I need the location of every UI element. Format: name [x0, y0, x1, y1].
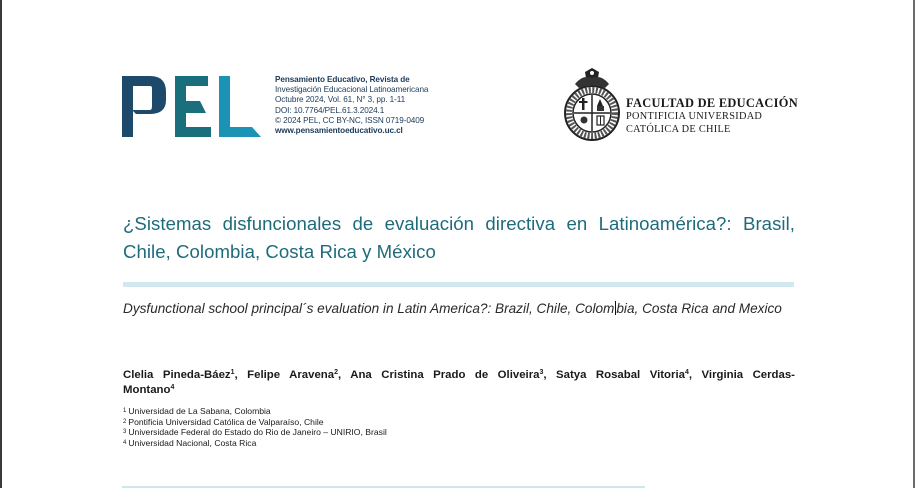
- journal-name-line1: Pensamiento Educativo, Revista de: [275, 75, 410, 84]
- author-name: Clelia Pineda-Báez: [123, 369, 231, 381]
- author-name: Felipe Aravena: [247, 369, 335, 381]
- journal-website-link[interactable]: www.pensamientoeducativo.uc.cl: [275, 126, 403, 136]
- journal-name-line2: Investigación Educacional Latinoamericana: [275, 85, 429, 95]
- faculty-name-block: [626, 96, 798, 136]
- author-affiliation-marker: 3: [539, 369, 544, 376]
- subtitle-text-after-caret: bia, Costa Rica and Mexico: [616, 301, 782, 316]
- author-affiliation-marker: 2: [334, 369, 339, 376]
- author-list: Clelia Pineda-Báez$^1$, Felipe Aravena$^2$, Ana Cristina Prado de Oliveira$^3$, Satya Rosabal Vitoria$^4$, Virginia Cerdas-Montano$^4$: [123, 369, 795, 396]
- affiliation-list: [123, 406, 387, 448]
- journal-info: [275, 75, 428, 136]
- article-subtitle-english[interactable]: [123, 299, 795, 319]
- affiliation-text: Universidad de La Sabana, Colombia: [128, 406, 271, 416]
- author-name: Ana Cristina Prado de Oliveira: [350, 369, 540, 381]
- author-name: Virginia Cerdas-Montano: [123, 369, 795, 396]
- pel-logo: [122, 76, 262, 137]
- university-line2: CATÓLICA DE CHILE: [626, 123, 731, 135]
- affiliation-item: [123, 438, 387, 449]
- affiliation-marker: 1: [123, 408, 127, 414]
- journal-doi: DOI: 10.7764/PEL.61.3.2024.1: [275, 105, 385, 115]
- affiliation-marker: 4: [123, 439, 127, 446]
- university-line1: PONTIFICIA UNIVERSIDAD: [626, 111, 763, 122]
- document-page: [2, 0, 915, 488]
- affiliation-marker: 2: [123, 418, 127, 425]
- faculty-title: FACULTAD DE EDUCACIÓN: [626, 96, 798, 110]
- author-affiliation-marker: 1: [230, 369, 235, 376]
- journal-license: © 2024 PEL, CC BY-NC, ISSN 0719-0409: [275, 115, 425, 125]
- author-affiliation-marker: 4: [684, 369, 689, 376]
- article-title: ¿Sistemas disfuncionales de evaluación directiva en Latinoamérica?: Brasil, Chile, Colombia, Costa Rica y México: [123, 213, 795, 262]
- affiliation-item: [123, 427, 387, 438]
- affiliation-item: [123, 417, 387, 428]
- affiliation-text: Pontificia Universidad Católica de Valparaíso, Chile: [128, 416, 324, 427]
- author-name: Satya Rosabal Vitoria: [556, 369, 685, 381]
- affiliation-text: Universidad Nacional, Costa Rica: [128, 437, 257, 448]
- title-divider: [123, 282, 794, 287]
- uc-seal-icon: [563, 68, 621, 144]
- affiliation-text: Universidade Federal do Estado do Rio de Janeiro – UNIRIO, Brasil: [128, 427, 387, 438]
- journal-issue: Octubre 2024, Vol. 61, N° 3, pp. 1-11: [275, 95, 406, 105]
- subtitle-text-before-caret: Dysfunctional school principal´s evaluation in Latin America?: Brazil, Chile, Colom: [123, 301, 615, 316]
- affiliation-item: [123, 406, 387, 417]
- affiliation-marker: 3: [123, 429, 127, 436]
- author-affiliation-marker: 4: [170, 384, 175, 391]
